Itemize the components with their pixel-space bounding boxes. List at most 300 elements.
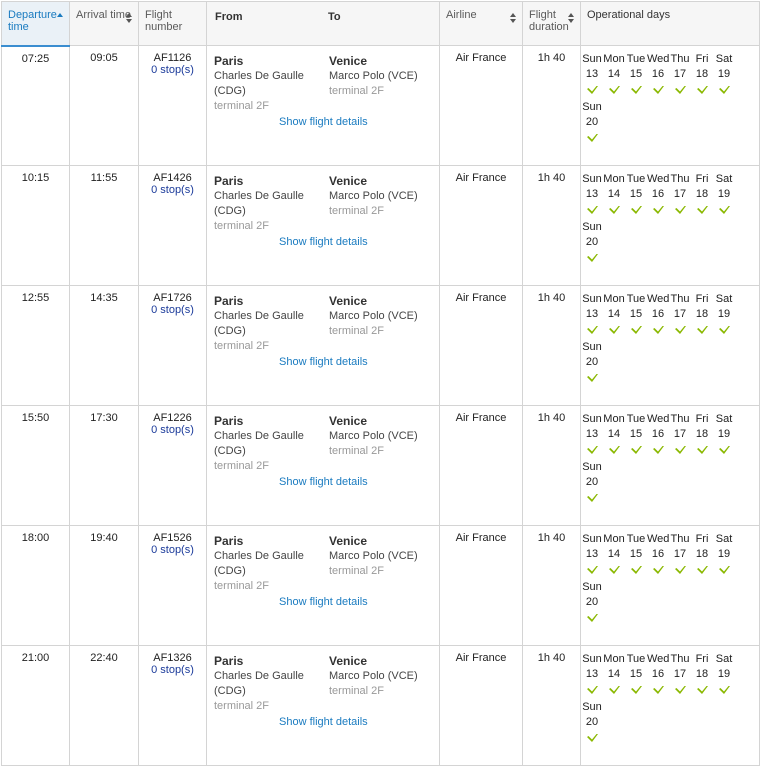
operational-day: [647, 652, 669, 696]
destination-airport: Marco Polo (VCE): [329, 190, 418, 202]
operational-day: [581, 292, 603, 336]
day-date: 15: [629, 188, 643, 200]
route-cell: [207, 406, 440, 526]
origin-city: Paris: [214, 294, 244, 308]
day-date: 19: [717, 668, 731, 680]
operational-day: [713, 52, 735, 96]
origin-city: Paris: [214, 54, 244, 68]
destination-terminal: terminal 2F: [329, 205, 385, 217]
operational-day: [691, 412, 713, 456]
day-date: 15: [629, 548, 643, 560]
airline: [440, 406, 523, 526]
day-date: 20: [585, 596, 599, 608]
airline-value: Air France: [455, 532, 507, 544]
operational-day: [647, 292, 669, 336]
day-of-week: Thu: [670, 653, 690, 665]
destination-terminal: terminal 2F: [329, 445, 385, 457]
checkmark-icon: [603, 445, 625, 456]
checkmark-icon: [691, 85, 713, 96]
operational-days: [581, 646, 760, 766]
day-of-week: Sun: [582, 413, 602, 425]
checkmark-icon: [691, 205, 713, 216]
departure-time-value: 12:55: [21, 292, 50, 304]
header-label-arrival: Arrival time: [76, 9, 132, 21]
day-of-week: Mon: [603, 653, 625, 665]
checkmark-icon: [669, 565, 691, 576]
day-of-week: Mon: [603, 53, 625, 65]
day-of-week: Mon: [603, 413, 625, 425]
day-of-week: Fri: [695, 653, 709, 665]
day-of-week: Wed: [647, 413, 670, 425]
flight-duration: [523, 46, 581, 166]
checkmark-icon: [581, 325, 603, 336]
origin: [214, 294, 309, 354]
destination: [329, 654, 418, 699]
checkmark-icon: [647, 565, 669, 576]
operational-day: [713, 412, 735, 456]
operational-day: [647, 52, 669, 96]
operational-day: [669, 412, 691, 456]
route-cell: [207, 286, 440, 406]
show-flight-details-link[interactable]: Show flight details: [279, 356, 368, 368]
checkmark-icon: [581, 565, 603, 576]
route-cell: [207, 526, 440, 646]
operational-day: [581, 532, 603, 576]
days-week-row: [581, 172, 757, 216]
day-of-week: Sat: [715, 173, 733, 185]
arrival-time-value: 09:05: [90, 52, 118, 64]
departure-time: [2, 46, 70, 166]
day-date: 17: [673, 548, 687, 560]
destination-city: Venice: [329, 534, 368, 548]
show-flight-details-link[interactable]: Show flight details: [279, 116, 368, 128]
day-of-week: Wed: [647, 293, 670, 305]
days-extra-row: [581, 700, 757, 744]
destination-airport: Marco Polo (VCE): [329, 310, 418, 322]
departure-time-value: 18:00: [21, 532, 50, 544]
flight-duration: [523, 406, 581, 526]
day-of-week: Mon: [603, 173, 625, 185]
flight-duration-value: 1h 40: [537, 52, 566, 64]
checkmark-icon: [691, 445, 713, 456]
day-date: 17: [673, 428, 687, 440]
show-flight-details-link[interactable]: Show flight details: [279, 236, 368, 248]
operational-day: [603, 172, 625, 216]
airline-value: Air France: [455, 652, 507, 664]
flight-duration-value: 1h 40: [537, 412, 566, 424]
day-date: 15: [629, 308, 643, 320]
origin: [214, 534, 309, 594]
operational-day: [691, 532, 713, 576]
day-of-week: Sun: [582, 341, 602, 353]
route-cell: [207, 646, 440, 766]
day-of-week: Thu: [670, 173, 690, 185]
day-of-week: Sun: [582, 581, 602, 593]
flight-row: [2, 406, 760, 526]
departure-time-value: 21:00: [21, 652, 50, 664]
checkmark-icon: [625, 445, 647, 456]
flight-row: [2, 46, 760, 166]
checkmark-icon: [691, 685, 713, 696]
checkmark-icon: [581, 685, 603, 696]
airline: [440, 526, 523, 646]
days-extra-row: [581, 220, 757, 264]
operational-day: [581, 580, 603, 624]
day-of-week: Wed: [647, 533, 670, 545]
day-date: 17: [673, 68, 687, 80]
day-date: 13: [585, 668, 599, 680]
stops-link[interactable]: 0 stop(s): [151, 304, 194, 316]
checkmark-icon: [669, 205, 691, 216]
day-date: 18: [695, 428, 709, 440]
operational-day: [691, 52, 713, 96]
flight-duration: [523, 286, 581, 406]
checkmark-icon: [581, 445, 603, 456]
operational-day: [647, 412, 669, 456]
show-flight-details-link[interactable]: Show flight details: [279, 596, 368, 608]
destination: [329, 294, 418, 339]
header-label-airline: Airline: [446, 9, 477, 21]
checkmark-icon: [581, 613, 603, 624]
operational-day: [581, 220, 603, 264]
checkmark-icon: [669, 325, 691, 336]
days-week-row: [581, 532, 757, 576]
days-week-row: [581, 292, 757, 336]
header-label-to: To: [328, 11, 341, 23]
day-date: 16: [651, 68, 665, 80]
checkmark-icon: [647, 85, 669, 96]
day-of-week: Thu: [670, 293, 690, 305]
day-date: 17: [673, 188, 687, 200]
checkmark-icon: [669, 445, 691, 456]
checkmark-icon: [669, 685, 691, 696]
checkmark-icon: [625, 565, 647, 576]
airline: [440, 46, 523, 166]
day-of-week: Sat: [715, 533, 733, 545]
days-week-row: [581, 652, 757, 696]
operational-day: [581, 412, 603, 456]
checkmark-icon: [647, 685, 669, 696]
arrival-time: [70, 526, 139, 646]
operational-day: [581, 340, 603, 384]
checkmark-icon: [625, 685, 647, 696]
day-of-week: Sat: [715, 653, 733, 665]
origin: [214, 54, 309, 114]
day-of-week: Sun: [582, 461, 602, 473]
origin-terminal: terminal 2F: [214, 220, 270, 232]
checkmark-icon: [713, 85, 735, 96]
origin-airport: Charles De Gaulle (CDG): [214, 670, 304, 697]
day-of-week: Sun: [582, 173, 602, 185]
stops-link[interactable]: 0 stop(s): [151, 544, 194, 556]
checkmark-icon: [669, 85, 691, 96]
day-of-week: Sat: [715, 293, 733, 305]
checkmark-icon: [581, 733, 603, 744]
day-date: 13: [585, 548, 599, 560]
operational-day: [603, 652, 625, 696]
arrival-time-value: 19:40: [90, 532, 118, 544]
checkmark-icon: [603, 325, 625, 336]
day-date: 16: [651, 428, 665, 440]
day-date: 17: [673, 308, 687, 320]
day-date: 14: [607, 548, 621, 560]
day-of-week: Thu: [670, 533, 690, 545]
origin-city: Paris: [214, 414, 244, 428]
day-date: 14: [607, 68, 621, 80]
stops-link[interactable]: 0 stop(s): [151, 424, 194, 436]
arrival-time-value: 11:55: [90, 172, 118, 184]
origin-airport: Charles De Gaulle (CDG): [214, 190, 304, 217]
day-of-week: Wed: [647, 653, 670, 665]
day-date: 20: [585, 716, 599, 728]
checkmark-icon: [691, 325, 713, 336]
destination: [329, 414, 418, 459]
departure-time-value: 10:15: [21, 172, 50, 184]
arrival-time: [70, 46, 139, 166]
stops-link[interactable]: 0 stop(s): [151, 64, 194, 76]
airline-value: Air France: [455, 292, 507, 304]
origin-city: Paris: [214, 534, 244, 548]
checkmark-icon: [713, 445, 735, 456]
flight-duration: [523, 526, 581, 646]
checkmark-icon: [581, 205, 603, 216]
day-date: 16: [651, 188, 665, 200]
departure-time: [2, 286, 70, 406]
day-date: 16: [651, 308, 665, 320]
day-date: 13: [585, 308, 599, 320]
day-date: 13: [585, 428, 599, 440]
flight-duration: [523, 166, 581, 286]
header-flight-number: [139, 2, 207, 46]
checkmark-icon: [647, 445, 669, 456]
sort-ascending-icon: [57, 13, 64, 25]
operational-days: [581, 46, 760, 166]
flight-number-value: AF1226: [153, 412, 192, 424]
checkmark-icon: [603, 565, 625, 576]
flight-duration-value: 1h 40: [537, 652, 566, 664]
airline-value: Air France: [455, 172, 507, 184]
header-label-flight-number: Flight number: [145, 9, 183, 33]
operational-day: [581, 460, 603, 504]
checkmark-icon: [713, 205, 735, 216]
day-date: 18: [695, 68, 709, 80]
destination-terminal: terminal 2F: [329, 565, 385, 577]
route-cell: [207, 166, 440, 286]
flight-number: [139, 166, 207, 286]
checkmark-icon: [713, 685, 735, 696]
origin-airport: Charles De Gaulle (CDG): [214, 550, 304, 577]
operational-day: [581, 652, 603, 696]
flight-number: [139, 526, 207, 646]
departure-time: [2, 166, 70, 286]
operational-day: [669, 652, 691, 696]
checkmark-icon: [625, 205, 647, 216]
arrival-time: [70, 406, 139, 526]
departure-time: [2, 526, 70, 646]
arrival-time-value: 22:40: [90, 652, 118, 664]
day-date: 20: [585, 116, 599, 128]
days-extra-row: [581, 460, 757, 504]
destination-terminal: terminal 2F: [329, 685, 385, 697]
flight-number-value: AF1526: [153, 532, 192, 544]
flight-number: [139, 646, 207, 766]
day-date: 16: [651, 668, 665, 680]
day-of-week: Mon: [603, 533, 625, 545]
flight-row: [2, 526, 760, 646]
day-date: 14: [607, 668, 621, 680]
destination: [329, 174, 418, 219]
sort-departure-time[interactable]: [2, 2, 70, 46]
day-date: 13: [585, 68, 599, 80]
day-of-week: Tue: [626, 413, 646, 425]
origin-city: Paris: [214, 654, 244, 668]
origin-terminal: terminal 2F: [214, 340, 270, 352]
day-of-week: Mon: [603, 293, 625, 305]
origin: [214, 414, 309, 474]
day-date: 19: [717, 548, 731, 560]
operational-day: [669, 52, 691, 96]
operational-day: [669, 172, 691, 216]
operational-day: [691, 172, 713, 216]
checkmark-icon: [603, 685, 625, 696]
operational-day: [691, 652, 713, 696]
arrival-time: [70, 646, 139, 766]
day-of-week: Thu: [670, 53, 690, 65]
day-date: 20: [585, 236, 599, 248]
sort-airline[interactable]: [440, 2, 523, 46]
operational-day: [625, 172, 647, 216]
origin-airport: Charles De Gaulle (CDG): [214, 430, 304, 457]
operational-day: [581, 100, 603, 144]
sort-icon: [126, 13, 133, 25]
checkmark-icon: [647, 325, 669, 336]
origin-airport: Charles De Gaulle (CDG): [214, 70, 304, 97]
header-label-duration: Flight duration: [529, 9, 569, 33]
operational-day: [713, 172, 735, 216]
destination-city: Venice: [329, 54, 368, 68]
operational-day: [603, 532, 625, 576]
origin: [214, 174, 309, 234]
day-date: 19: [717, 68, 731, 80]
sort-arrival-time[interactable]: [70, 2, 139, 46]
origin-terminal: terminal 2F: [214, 700, 270, 712]
operational-day: [603, 52, 625, 96]
day-date: 14: [607, 188, 621, 200]
operational-day: [581, 700, 603, 744]
flight-duration-value: 1h 40: [537, 532, 566, 544]
stops-link[interactable]: 0 stop(s): [151, 184, 194, 196]
days-extra-row: [581, 100, 757, 144]
day-of-week: Fri: [695, 533, 709, 545]
flight-schedule-table: [1, 1, 760, 766]
day-of-week: Tue: [626, 173, 646, 185]
header-label-from: From: [215, 11, 243, 23]
day-of-week: Sun: [582, 101, 602, 113]
day-of-week: Sun: [582, 533, 602, 545]
operational-day: [647, 172, 669, 216]
operational-day: [625, 412, 647, 456]
checkmark-icon: [647, 205, 669, 216]
show-flight-details-link[interactable]: Show flight details: [279, 476, 368, 488]
header-row: [2, 2, 760, 46]
day-of-week: Sun: [582, 701, 602, 713]
operational-day: [713, 652, 735, 696]
day-of-week: Tue: [626, 293, 646, 305]
header-label-departure: Departure time: [8, 9, 57, 33]
day-date: 19: [717, 188, 731, 200]
flight-number-value: AF1326: [153, 652, 192, 664]
day-of-week: Tue: [626, 533, 646, 545]
day-of-week: Sun: [582, 653, 602, 665]
destination: [329, 534, 418, 579]
flight-duration-value: 1h 40: [537, 172, 566, 184]
destination: [329, 54, 418, 99]
checkmark-icon: [691, 565, 713, 576]
stops-link[interactable]: 0 stop(s): [151, 664, 194, 676]
flight-number-value: AF1426: [153, 172, 192, 184]
arrival-time: [70, 286, 139, 406]
day-of-week: Fri: [695, 173, 709, 185]
checkmark-icon: [581, 493, 603, 504]
flight-row: [2, 166, 760, 286]
days-week-row: [581, 52, 757, 96]
days-week-row: [581, 412, 757, 456]
departure-time-value: 15:50: [21, 412, 50, 424]
day-date: 13: [585, 188, 599, 200]
flight-number: [139, 46, 207, 166]
operational-day: [625, 52, 647, 96]
sort-flight-duration[interactable]: [523, 2, 581, 46]
operational-day: [625, 532, 647, 576]
operational-day: [625, 292, 647, 336]
operational-day: [625, 652, 647, 696]
day-date: 20: [585, 356, 599, 368]
day-date: 15: [629, 68, 643, 80]
sort-icon: [510, 13, 517, 25]
day-date: 16: [651, 548, 665, 560]
days-extra-row: [581, 340, 757, 384]
day-date: 18: [695, 188, 709, 200]
departure-time: [2, 646, 70, 766]
day-date: 14: [607, 428, 621, 440]
day-of-week: Fri: [695, 293, 709, 305]
day-of-week: Wed: [647, 173, 670, 185]
operational-day: [647, 532, 669, 576]
header-label-op-days: Operational days: [587, 9, 671, 21]
origin-terminal: terminal 2F: [214, 100, 270, 112]
day-of-week: Sun: [582, 53, 602, 65]
day-of-week: Sat: [715, 413, 733, 425]
airline: [440, 286, 523, 406]
destination-city: Venice: [329, 654, 368, 668]
destination-city: Venice: [329, 174, 368, 188]
day-of-week: Sun: [582, 293, 602, 305]
checkmark-icon: [603, 205, 625, 216]
checkmark-icon: [581, 85, 603, 96]
origin-city: Paris: [214, 174, 244, 188]
day-date: 19: [717, 428, 731, 440]
operational-day: [603, 292, 625, 336]
day-date: 18: [695, 548, 709, 560]
destination-airport: Marco Polo (VCE): [329, 70, 418, 82]
operational-days: [581, 166, 760, 286]
operational-day: [581, 52, 603, 96]
flight-number: [139, 406, 207, 526]
show-flight-details-link[interactable]: Show flight details: [279, 716, 368, 728]
day-of-week: Wed: [647, 53, 670, 65]
operational-days: [581, 286, 760, 406]
route-cell: [207, 46, 440, 166]
